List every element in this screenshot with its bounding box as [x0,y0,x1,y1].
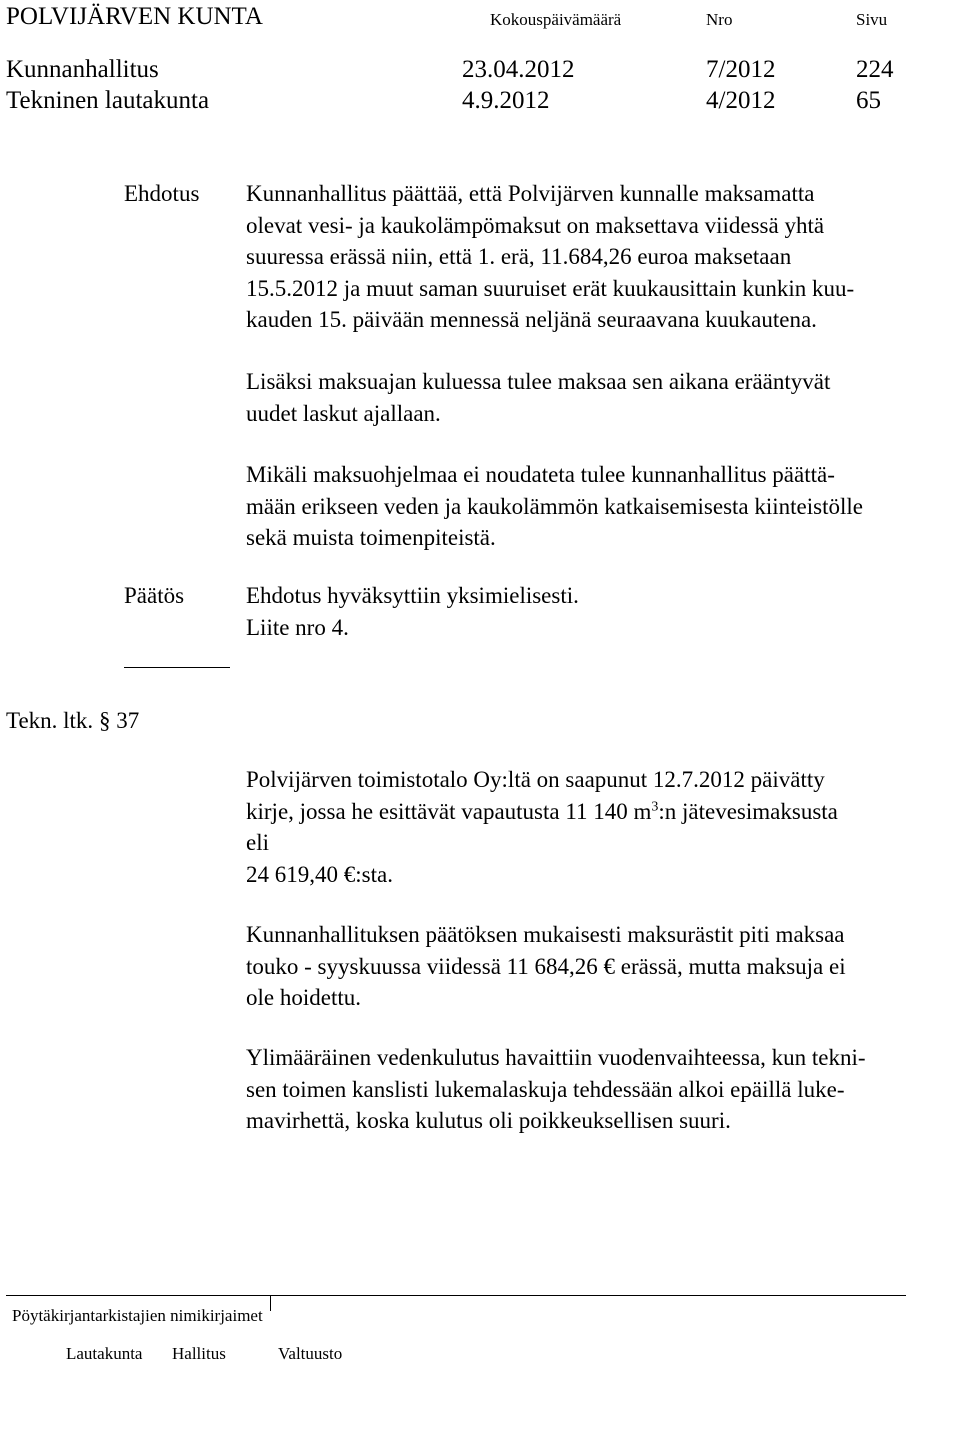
text-line: Ehdotus hyväksyttiin yksimielisesti. [246,583,579,608]
header-sivu-1: 224 [856,56,894,83]
text-line: mään erikseen veden ja kaukolämmön katkaisemisesta kiinteistölle [246,493,863,519]
header-col-nro: Nro [706,10,733,29]
text-line: Polvijärven toimistotalo Oy:ltä on saapunut 12.7.2012 päivätty [246,767,825,792]
header-col-date: Kokouspäivämäärä [490,10,622,29]
text-line: touko - syyskuussa viidessä 11 684,26 € erässä, mutta maksuja ei [246,953,846,979]
text-line: sen toimen kanslisti lukemalaskuja tehdessään alkoi epäillä luke- [246,1076,845,1102]
text-line: Lisäksi maksuajan kuluessa tulee maksaa sen aikana erääntyvät [246,369,831,394]
header-body-2: Tekninen lautakunta [6,87,210,114]
text-line: eli [246,830,269,855]
footer-col-valtuusto: Valtuusto [278,1344,343,1363]
header-date-2: 4.9.2012 [462,87,550,114]
text-line: Ylimääräinen vedenkulutus havaittiin vuodenvaihteessa, kun tekni- [246,1045,866,1070]
footer-col-hallitus: Hallitus [172,1344,226,1363]
ehdotus-paragraph-2 [246,366,830,429]
org-name: POLVIJÄRVEN KUNTA [6,3,263,30]
text-span: kirje, jossa he esittävät vapautusta 11 140 m [246,798,652,824]
text-line: 15.5.2012 ja muut saman suuruiset erät kuukausittain kunkin kuu- [246,275,855,301]
tekn-paragraph-3 [246,1042,866,1137]
header-date-1: 23.04.2012 [462,56,575,83]
paatos-text [246,580,579,643]
paatos-underline [124,667,230,668]
tekn-paragraph-1 [246,764,838,890]
ehdotus-label: Ehdotus [124,181,200,206]
text-span: :n jätevesimaksusta [658,798,838,824]
text-line: Kunnanhallituksen päätöksen mukaisesti maksurästit piti maksaa [246,922,845,947]
ehdotus-paragraph-3 [246,459,863,554]
footer-col-lautakunta: Lautakunta [66,1344,143,1363]
text-line: Liite nro 4. [246,614,349,640]
text-line: sekä muista toimenpiteistä. [246,525,496,550]
text-line: suuressa erässä niin, että 1. erä, 11.684,26 euroa maksetaan [246,244,792,269]
section-number: 37 [116,708,140,733]
header-body-1: Kunnanhallitus [6,56,159,83]
text-line: 24 619,40 €:sta. [246,861,393,887]
text-line: uudet laskut ajallaan. [246,400,441,426]
paatos-label: Päätös [124,583,185,608]
tekn-section-heading [6,705,139,737]
section-symbol: § [98,708,111,733]
text-line: Kunnanhallitus päättää, että Polvijärven kunnalle maksamatta [246,181,815,206]
signatures-label: Pöytäkirjantarkistajien nimikirjaimet [12,1306,263,1325]
footer-divider [270,1295,271,1311]
text-line: olevat vesi- ja kaukolämpömaksut on maksettava viidessä yhtä [246,212,825,238]
ehdotus-paragraph-1 [246,178,854,336]
text-line: Mikäli maksuohjelmaa ei noudateta tulee kunnanhallitus päättä- [246,462,835,487]
header-nro-1: 7/2012 [706,56,776,83]
header-col-sivu: Sivu [856,10,888,29]
tekn-paragraph-2 [246,919,846,1014]
header-sivu-2: 65 [856,87,881,114]
text-line: ole hoidettu. [246,985,361,1010]
footer-top-rule [6,1295,906,1296]
text-line: mavirhettä, koska kulutus oli poikkeuksellisen suuri. [246,1108,731,1133]
tekn-label: Tekn. ltk. [6,708,94,733]
text-line: kauden 15. päivään mennessä neljänä seuraavana kuukautena. [246,307,817,332]
text-line [246,796,838,828]
superscript: 3 [651,798,659,814]
header-nro-2: 4/2012 [706,87,776,114]
